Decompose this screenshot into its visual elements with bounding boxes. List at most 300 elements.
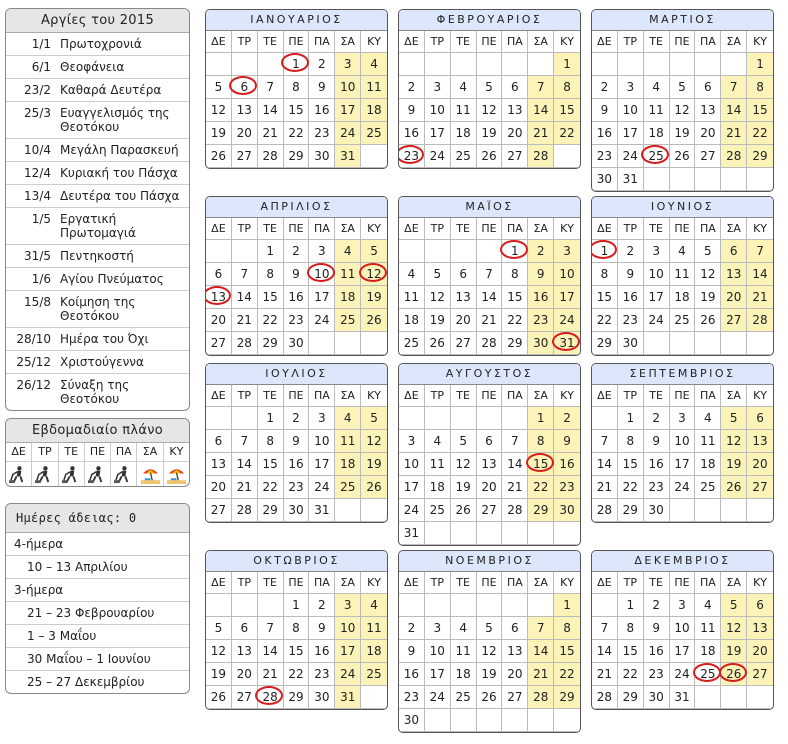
day-cell[interactable]: 4: [670, 240, 696, 263]
day-cell[interactable]: 31: [309, 499, 335, 522]
day-cell[interactable]: 29: [502, 332, 528, 355]
day-cell[interactable]: 8: [554, 617, 580, 640]
day-cell[interactable]: 15: [618, 640, 644, 663]
day-cell[interactable]: 9: [309, 617, 335, 640]
day-cell[interactable]: 28: [528, 145, 554, 168]
day-cell[interactable]: 2: [284, 407, 310, 430]
day-cell[interactable]: 5: [477, 76, 503, 99]
day-cell[interactable]: 27: [695, 145, 721, 168]
day-cell[interactable]: 15: [554, 640, 580, 663]
day-cell[interactable]: 5: [425, 263, 451, 286]
day-cell[interactable]: 16: [309, 640, 335, 663]
day-cell[interactable]: 21: [528, 122, 554, 145]
day-cell[interactable]: 23: [284, 309, 310, 332]
day-cell[interactable]: 22: [284, 122, 310, 145]
day-cell[interactable]: 21: [232, 476, 258, 499]
day-cell[interactable]: 5: [670, 76, 696, 99]
day-cell[interactable]: 3: [399, 430, 425, 453]
day-cell[interactable]: 12: [477, 99, 503, 122]
day-cell[interactable]: 16: [528, 286, 554, 309]
day-cell[interactable]: 31: [335, 686, 361, 709]
day-cell[interactable]: 21: [721, 122, 747, 145]
day-cell[interactable]: 19: [206, 663, 232, 686]
day-cell[interactable]: 1: [618, 407, 644, 430]
day-cell[interactable]: 18: [451, 663, 477, 686]
day-cell[interactable]: 27: [502, 686, 528, 709]
day-cell[interactable]: 11: [335, 430, 361, 453]
day-cell[interactable]: 4: [335, 407, 361, 430]
holiday-day-cell[interactable]: 23: [399, 145, 425, 168]
day-cell[interactable]: 28: [502, 499, 528, 522]
day-cell[interactable]: 2: [528, 240, 554, 263]
day-cell[interactable]: 16: [309, 99, 335, 122]
day-cell[interactable]: 2: [399, 617, 425, 640]
day-cell[interactable]: 10: [554, 263, 580, 286]
day-cell[interactable]: 31: [618, 168, 644, 191]
day-cell[interactable]: 13: [502, 99, 528, 122]
day-cell[interactable]: 4: [425, 430, 451, 453]
day-cell[interactable]: 26: [670, 145, 696, 168]
day-cell[interactable]: 19: [477, 663, 503, 686]
day-cell[interactable]: 16: [618, 286, 644, 309]
day-cell[interactable]: 12: [451, 453, 477, 476]
day-cell[interactable]: 6: [502, 617, 528, 640]
day-cell[interactable]: 2: [554, 407, 580, 430]
day-cell[interactable]: 24: [644, 309, 670, 332]
day-cell[interactable]: 28: [477, 332, 503, 355]
day-cell[interactable]: 22: [618, 663, 644, 686]
day-cell[interactable]: 20: [695, 122, 721, 145]
day-cell[interactable]: 28: [528, 686, 554, 709]
day-cell[interactable]: 6: [747, 594, 773, 617]
day-cell[interactable]: 8: [554, 76, 580, 99]
day-cell[interactable]: 25: [361, 122, 387, 145]
day-cell[interactable]: 16: [644, 453, 670, 476]
day-cell[interactable]: 23: [309, 122, 335, 145]
weekly-plan-day-0[interactable]: [6, 443, 32, 486]
day-cell[interactable]: 27: [747, 476, 773, 499]
day-cell[interactable]: 18: [399, 309, 425, 332]
day-cell[interactable]: 26: [206, 145, 232, 168]
day-cell[interactable]: 6: [206, 430, 232, 453]
day-cell[interactable]: 3: [644, 240, 670, 263]
day-cell[interactable]: 22: [528, 476, 554, 499]
day-cell[interactable]: 21: [258, 663, 284, 686]
day-cell[interactable]: 26: [361, 309, 387, 332]
day-cell[interactable]: 2: [284, 240, 310, 263]
day-cell[interactable]: 29: [284, 145, 310, 168]
day-cell[interactable]: 6: [232, 617, 258, 640]
day-cell[interactable]: 2: [592, 76, 618, 99]
day-cell[interactable]: 4: [451, 617, 477, 640]
day-cell[interactable]: 17: [670, 640, 696, 663]
day-cell[interactable]: 25: [451, 145, 477, 168]
day-cell[interactable]: 8: [592, 263, 618, 286]
day-cell[interactable]: 26: [695, 309, 721, 332]
day-cell[interactable]: 14: [721, 99, 747, 122]
day-cell[interactable]: 29: [618, 686, 644, 709]
day-cell[interactable]: 27: [206, 332, 232, 355]
day-cell[interactable]: 15: [618, 453, 644, 476]
day-cell[interactable]: 17: [335, 99, 361, 122]
day-cell[interactable]: 21: [747, 286, 773, 309]
day-cell[interactable]: 8: [528, 430, 554, 453]
day-cell[interactable]: 1: [747, 53, 773, 76]
weekly-plan-day-4[interactable]: [111, 443, 137, 486]
day-cell[interactable]: 9: [554, 430, 580, 453]
day-cell[interactable]: 1: [618, 594, 644, 617]
day-cell[interactable]: 15: [284, 640, 310, 663]
day-cell[interactable]: 7: [747, 240, 773, 263]
day-cell[interactable]: 23: [618, 309, 644, 332]
day-cell[interactable]: 28: [721, 145, 747, 168]
day-cell[interactable]: 14: [592, 453, 618, 476]
leave-period[interactable]: 1 – 3 Μαΐου: [6, 625, 189, 648]
day-cell[interactable]: 25: [335, 476, 361, 499]
day-cell[interactable]: 11: [670, 263, 696, 286]
holiday-day-cell[interactable]: 15: [528, 453, 554, 476]
day-cell[interactable]: 22: [554, 122, 580, 145]
day-cell[interactable]: 18: [361, 99, 387, 122]
day-cell[interactable]: 30: [399, 709, 425, 732]
day-cell[interactable]: 3: [425, 617, 451, 640]
day-cell[interactable]: 16: [399, 663, 425, 686]
day-cell[interactable]: 20: [502, 663, 528, 686]
day-cell[interactable]: 14: [258, 99, 284, 122]
day-cell[interactable]: 12: [721, 430, 747, 453]
day-cell[interactable]: 7: [592, 430, 618, 453]
day-cell[interactable]: 12: [695, 263, 721, 286]
day-cell[interactable]: 20: [451, 309, 477, 332]
leave-period[interactable]: 30 Μαΐου – 1 Ιουνίου: [6, 648, 189, 671]
holiday-day-cell[interactable]: 6: [232, 76, 258, 99]
day-cell[interactable]: 6: [477, 430, 503, 453]
day-cell[interactable]: 7: [477, 263, 503, 286]
day-cell[interactable]: 12: [477, 640, 503, 663]
day-cell[interactable]: 2: [644, 594, 670, 617]
day-cell[interactable]: 5: [477, 617, 503, 640]
day-cell[interactable]: 15: [747, 99, 773, 122]
day-cell[interactable]: 5: [721, 407, 747, 430]
day-cell[interactable]: 5: [451, 430, 477, 453]
day-cell[interactable]: 20: [721, 286, 747, 309]
day-cell[interactable]: 16: [284, 286, 310, 309]
day-cell[interactable]: 4: [695, 407, 721, 430]
day-cell[interactable]: 3: [670, 594, 696, 617]
day-cell[interactable]: 14: [502, 453, 528, 476]
day-cell[interactable]: 10: [309, 430, 335, 453]
day-cell[interactable]: 13: [747, 617, 773, 640]
day-cell[interactable]: 23: [592, 145, 618, 168]
day-cell[interactable]: 13: [232, 99, 258, 122]
day-cell[interactable]: 24: [618, 145, 644, 168]
day-cell[interactable]: 25: [695, 476, 721, 499]
day-cell[interactable]: 15: [258, 453, 284, 476]
day-cell[interactable]: 19: [721, 640, 747, 663]
day-cell[interactable]: 8: [618, 617, 644, 640]
day-cell[interactable]: 25: [361, 663, 387, 686]
day-cell[interactable]: 11: [361, 76, 387, 99]
day-cell[interactable]: 13: [477, 453, 503, 476]
day-cell[interactable]: 19: [670, 122, 696, 145]
day-cell[interactable]: 6: [721, 240, 747, 263]
day-cell[interactable]: 17: [309, 453, 335, 476]
day-cell[interactable]: 28: [592, 686, 618, 709]
day-cell[interactable]: 9: [644, 617, 670, 640]
day-cell[interactable]: 25: [451, 686, 477, 709]
day-cell[interactable]: 11: [451, 640, 477, 663]
day-cell[interactable]: 27: [502, 145, 528, 168]
day-cell[interactable]: 9: [399, 99, 425, 122]
day-cell[interactable]: 28: [258, 145, 284, 168]
day-cell[interactable]: 1: [554, 594, 580, 617]
day-cell[interactable]: 30: [592, 168, 618, 191]
day-cell[interactable]: 9: [644, 430, 670, 453]
day-cell[interactable]: 22: [592, 309, 618, 332]
day-cell[interactable]: 1: [284, 594, 310, 617]
day-cell[interactable]: 10: [399, 453, 425, 476]
day-cell[interactable]: 16: [644, 640, 670, 663]
day-cell[interactable]: 11: [399, 286, 425, 309]
day-cell[interactable]: 17: [425, 122, 451, 145]
day-cell[interactable]: 12: [670, 99, 696, 122]
day-cell[interactable]: 29: [592, 332, 618, 355]
day-cell[interactable]: 27: [232, 145, 258, 168]
day-cell[interactable]: 19: [425, 309, 451, 332]
day-cell[interactable]: 4: [361, 53, 387, 76]
day-cell[interactable]: 15: [554, 99, 580, 122]
day-cell[interactable]: 4: [399, 263, 425, 286]
day-cell[interactable]: 6: [451, 263, 477, 286]
day-cell[interactable]: 30: [284, 499, 310, 522]
day-cell[interactable]: 1: [528, 407, 554, 430]
day-cell[interactable]: 4: [451, 76, 477, 99]
day-cell[interactable]: 10: [335, 617, 361, 640]
day-cell[interactable]: 31: [399, 522, 425, 545]
day-cell[interactable]: 19: [695, 286, 721, 309]
day-cell[interactable]: 28: [232, 332, 258, 355]
day-cell[interactable]: 22: [554, 663, 580, 686]
day-cell[interactable]: 3: [309, 407, 335, 430]
day-cell[interactable]: 30: [309, 145, 335, 168]
day-cell[interactable]: 9: [309, 76, 335, 99]
day-cell[interactable]: 18: [425, 476, 451, 499]
day-cell[interactable]: 13: [232, 640, 258, 663]
day-cell[interactable]: 4: [335, 240, 361, 263]
day-cell[interactable]: 22: [284, 663, 310, 686]
day-cell[interactable]: 9: [528, 263, 554, 286]
day-cell[interactable]: 18: [644, 122, 670, 145]
day-cell[interactable]: 22: [747, 122, 773, 145]
day-cell[interactable]: 30: [554, 499, 580, 522]
day-cell[interactable]: 20: [502, 122, 528, 145]
day-cell[interactable]: 16: [284, 453, 310, 476]
day-cell[interactable]: 29: [258, 499, 284, 522]
day-cell[interactable]: 29: [554, 686, 580, 709]
day-cell[interactable]: 24: [670, 663, 696, 686]
day-cell[interactable]: 22: [258, 476, 284, 499]
day-cell[interactable]: 21: [528, 663, 554, 686]
day-cell[interactable]: 26: [477, 145, 503, 168]
day-cell[interactable]: 2: [644, 407, 670, 430]
day-cell[interactable]: 15: [284, 99, 310, 122]
day-cell[interactable]: 11: [361, 617, 387, 640]
weekly-plan-day-3[interactable]: [85, 443, 111, 486]
day-cell[interactable]: 20: [747, 453, 773, 476]
day-cell[interactable]: 21: [477, 309, 503, 332]
day-cell[interactable]: 8: [258, 430, 284, 453]
holiday-day-cell[interactable]: 12: [361, 263, 387, 286]
day-cell[interactable]: 28: [232, 499, 258, 522]
day-cell[interactable]: 30: [528, 332, 554, 355]
day-cell[interactable]: 9: [592, 99, 618, 122]
day-cell[interactable]: 5: [206, 76, 232, 99]
day-cell[interactable]: 17: [309, 286, 335, 309]
day-cell[interactable]: 12: [361, 430, 387, 453]
day-cell[interactable]: 16: [554, 453, 580, 476]
day-cell[interactable]: 20: [232, 122, 258, 145]
day-cell[interactable]: 23: [554, 476, 580, 499]
day-cell[interactable]: 17: [335, 640, 361, 663]
day-cell[interactable]: 29: [747, 145, 773, 168]
day-cell[interactable]: 29: [618, 499, 644, 522]
day-cell[interactable]: 24: [335, 663, 361, 686]
day-cell[interactable]: 13: [451, 286, 477, 309]
day-cell[interactable]: 23: [644, 663, 670, 686]
day-cell[interactable]: 31: [670, 686, 696, 709]
day-cell[interactable]: 4: [695, 594, 721, 617]
day-cell[interactable]: 9: [399, 640, 425, 663]
day-cell[interactable]: 13: [502, 640, 528, 663]
day-cell[interactable]: 11: [695, 617, 721, 640]
day-cell[interactable]: 3: [554, 240, 580, 263]
day-cell[interactable]: 23: [644, 476, 670, 499]
day-cell[interactable]: 10: [670, 617, 696, 640]
day-cell[interactable]: 18: [335, 453, 361, 476]
weekly-plan-day-2[interactable]: [59, 443, 85, 486]
day-cell[interactable]: 8: [502, 263, 528, 286]
day-cell[interactable]: 18: [361, 640, 387, 663]
day-cell[interactable]: 6: [502, 76, 528, 99]
day-cell[interactable]: 10: [670, 430, 696, 453]
holiday-day-cell[interactable]: 1: [592, 240, 618, 263]
day-cell[interactable]: 5: [361, 407, 387, 430]
day-cell[interactable]: 12: [206, 99, 232, 122]
day-cell[interactable]: 27: [721, 309, 747, 332]
day-cell[interactable]: 4: [644, 76, 670, 99]
day-cell[interactable]: 20: [206, 476, 232, 499]
day-cell[interactable]: 19: [477, 122, 503, 145]
day-cell[interactable]: 2: [309, 53, 335, 76]
day-cell[interactable]: 8: [284, 617, 310, 640]
day-cell[interactable]: 26: [721, 476, 747, 499]
day-cell[interactable]: 2: [399, 76, 425, 99]
day-cell[interactable]: 26: [451, 499, 477, 522]
day-cell[interactable]: 25: [399, 332, 425, 355]
day-cell[interactable]: 3: [309, 240, 335, 263]
day-cell[interactable]: 17: [618, 122, 644, 145]
holiday-day-cell[interactable]: 25: [644, 145, 670, 168]
day-cell[interactable]: 17: [399, 476, 425, 499]
day-cell[interactable]: 17: [670, 453, 696, 476]
leave-period[interactable]: 25 – 27 Δεκεμβρίου: [27, 675, 145, 689]
day-cell[interactable]: 7: [592, 617, 618, 640]
day-cell[interactable]: 20: [477, 476, 503, 499]
day-cell[interactable]: 5: [206, 617, 232, 640]
day-cell[interactable]: 24: [425, 686, 451, 709]
day-cell[interactable]: 4: [361, 594, 387, 617]
day-cell[interactable]: 9: [284, 263, 310, 286]
day-cell[interactable]: 19: [451, 476, 477, 499]
holiday-day-cell[interactable]: 1: [284, 53, 310, 76]
day-cell[interactable]: 26: [425, 332, 451, 355]
day-cell[interactable]: 26: [477, 686, 503, 709]
day-cell[interactable]: 14: [232, 453, 258, 476]
day-cell[interactable]: 24: [554, 309, 580, 332]
day-cell[interactable]: 7: [528, 76, 554, 99]
day-cell[interactable]: 6: [206, 263, 232, 286]
weekly-plan-day-5[interactable]: [137, 443, 163, 486]
day-cell[interactable]: 21: [502, 476, 528, 499]
day-cell[interactable]: 10: [425, 99, 451, 122]
day-cell[interactable]: 26: [361, 476, 387, 499]
day-cell[interactable]: 7: [502, 430, 528, 453]
day-cell[interactable]: 9: [284, 430, 310, 453]
day-cell[interactable]: 19: [721, 453, 747, 476]
leave-period[interactable]: 21 – 23 Φεβρουαρίου: [6, 602, 189, 625]
day-cell[interactable]: 19: [206, 122, 232, 145]
day-cell[interactable]: 29: [258, 332, 284, 355]
day-cell[interactable]: 15: [258, 286, 284, 309]
day-cell[interactable]: 14: [477, 286, 503, 309]
day-cell[interactable]: 28: [592, 499, 618, 522]
holiday-day-cell[interactable]: 10: [309, 263, 335, 286]
day-cell[interactable]: 3: [618, 76, 644, 99]
day-cell[interactable]: 25: [670, 309, 696, 332]
day-cell[interactable]: 7: [721, 76, 747, 99]
day-cell[interactable]: 23: [309, 663, 335, 686]
day-cell[interactable]: 24: [670, 476, 696, 499]
holiday-day-cell[interactable]: 26: [721, 663, 747, 686]
day-cell[interactable]: 21: [258, 122, 284, 145]
day-cell[interactable]: 14: [232, 286, 258, 309]
day-cell[interactable]: 3: [335, 53, 361, 76]
day-cell[interactable]: 26: [206, 686, 232, 709]
day-cell[interactable]: 5: [695, 240, 721, 263]
holiday-day-cell[interactable]: 1: [502, 240, 528, 263]
day-cell[interactable]: 14: [528, 640, 554, 663]
day-cell[interactable]: 27: [747, 663, 773, 686]
day-cell[interactable]: 24: [309, 309, 335, 332]
day-cell[interactable]: 1: [554, 53, 580, 76]
day-cell[interactable]: 15: [502, 286, 528, 309]
day-cell[interactable]: 12: [721, 617, 747, 640]
day-cell[interactable]: 14: [592, 640, 618, 663]
holiday-day-cell[interactable]: 31: [554, 332, 580, 355]
day-cell[interactable]: 11: [451, 99, 477, 122]
day-cell[interactable]: 6: [695, 76, 721, 99]
day-cell[interactable]: 21: [232, 309, 258, 332]
day-cell[interactable]: 23: [284, 476, 310, 499]
day-cell[interactable]: 25: [425, 499, 451, 522]
holiday-day-cell[interactable]: 13: [206, 286, 232, 309]
day-cell[interactable]: 14: [747, 263, 773, 286]
day-cell[interactable]: 28: [747, 309, 773, 332]
day-cell[interactable]: 16: [399, 122, 425, 145]
day-cell[interactable]: 18: [695, 453, 721, 476]
day-cell[interactable]: 11: [425, 453, 451, 476]
day-cell[interactable]: 7: [232, 430, 258, 453]
